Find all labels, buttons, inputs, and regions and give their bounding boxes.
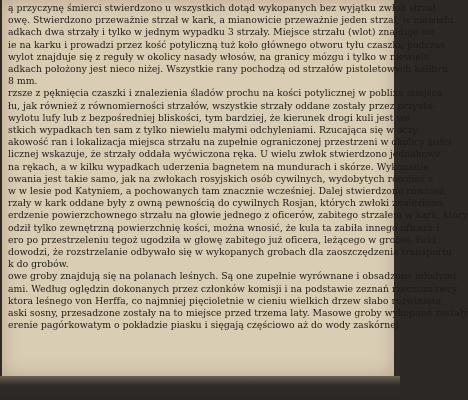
text-line: erenie pagórkowatym o pokładzie piasku i sięgają częściowo aż do wody zaskórnej. bbox=[8, 320, 402, 332]
text-line: owę. Stwierdzono przeważnie strzał w kark, a mianowicie przeważnie jeden strzał, w niewielu bbox=[8, 15, 454, 27]
text-line: akowość ran i lokalizacja miejsca strzału na zupełnie ograniczonej przestrzeni w okolicy kości bbox=[8, 137, 452, 149]
text-line: stkich wypadkach ten sam z tylko niewielu małymi odchyleniami. Rzucająca się w oczy bbox=[8, 125, 419, 137]
text-line: ą przyczynę śmierci stwierdzono u wszystkich dotąd wykopanych bez wyjątku zwłok strzał bbox=[8, 3, 436, 14]
text-line: wylotu lufy lub z bezpośredniej bliskości, tym bardziej, że kierunek drogi kuli jest we bbox=[8, 112, 410, 124]
text-line: owe groby znajdują się na polanach leśnych. Są one zupełnie wyrównane i obsadzone młodymi bbox=[8, 271, 456, 283]
text-line: adkach dwa strzały i tylko w jednym wypadku 3 strzały. Miejsce strzału (wlot) znajduje się bbox=[8, 27, 435, 39]
text-line: dowodzi, że rozstrzelanie odbywało się w wykopanych grobach dla zaoszczędzenia transportu bbox=[8, 247, 452, 259]
text-line: adkach położony jest nieco niżej. Wszystkie rany pochodzą od strzałów pistoletowych kalibru bbox=[8, 64, 448, 76]
document-text bbox=[8, 3, 468, 332]
text-line: rzały w kark oddane były z owną pewnością do cywilnych Rosjan, których zwłoki znaleziono. bbox=[8, 198, 445, 210]
text-line: odził tylko zewnętrzną powierzchnię kości, można wnosić, że kula ta zabiła innego oficera i bbox=[8, 222, 440, 234]
paragraph-2 bbox=[8, 88, 468, 271]
document-page bbox=[2, 0, 468, 376]
text-line: ktora leśnego von Herffa, co najmniej pięcioletnie w cieniu wielkich drzew słabo rozwinięte bbox=[8, 295, 442, 307]
paragraph-1 bbox=[8, 3, 454, 88]
text-line: licznej wskazuje, że strzały oddała wyćwiczona ręka. U wielu zwłok stwierdzono jednakowe bbox=[8, 149, 441, 161]
text-line: ie na karku i prowadzi przez kość potyliczną tuż koło głównego otworu tyłu czaszki, podczas bbox=[8, 39, 445, 51]
text-line: erdzenie powierzchownego strzału na głowie jednego z oficerów, zabitego strzałem w kark, który bbox=[8, 210, 468, 222]
text-line: owania jest takie samo, jak na zwłokach rosyjskich osób cywilnych, wydobytych również z bbox=[8, 173, 433, 185]
text-line: 8 mm. bbox=[8, 76, 38, 88]
text-line: na rękach, a w kilku wypadkach uderzenia bagnetem na mundurach i skórze. Wykonanie bbox=[8, 161, 429, 173]
text-line: ami. Według oględzin dokonanych przez członków komisji i na podstawie zeznań rzeczoznawcy bbox=[8, 283, 458, 295]
text-line: wylot znajduje się z reguły w okolicy nasady włosów, na granicy mózgu i tylko w niewielu bbox=[8, 51, 430, 63]
page-edge-shadow bbox=[0, 376, 400, 400]
text-line: łu, jak również z równomierności strzałów, wszystkie strzały oddane zostały przez przysta- bbox=[8, 100, 436, 112]
paragraph-3 bbox=[8, 271, 468, 332]
text-line: k do grobów. bbox=[8, 259, 69, 271]
text-line: w w lesie pod Katyniem, a pochowanych tam znacznie wcześniej. Dalej stwierdzono również, bbox=[8, 186, 447, 198]
text-line: ero po przestrzeleniu tegoż ugodziła w głowę zabitego już oficera, leżącego w grobie. Fakt bbox=[8, 234, 437, 246]
text-line: rzsze z pęknięcia czaszki i znalezienia śladów prochu na kości potylicznej w pobliżu miejsca bbox=[8, 88, 443, 100]
text-line: aski sosny, przesadzone zostały na to miejsce przed trzema laty. Masowe groby wykopane zostały bbox=[8, 308, 468, 320]
